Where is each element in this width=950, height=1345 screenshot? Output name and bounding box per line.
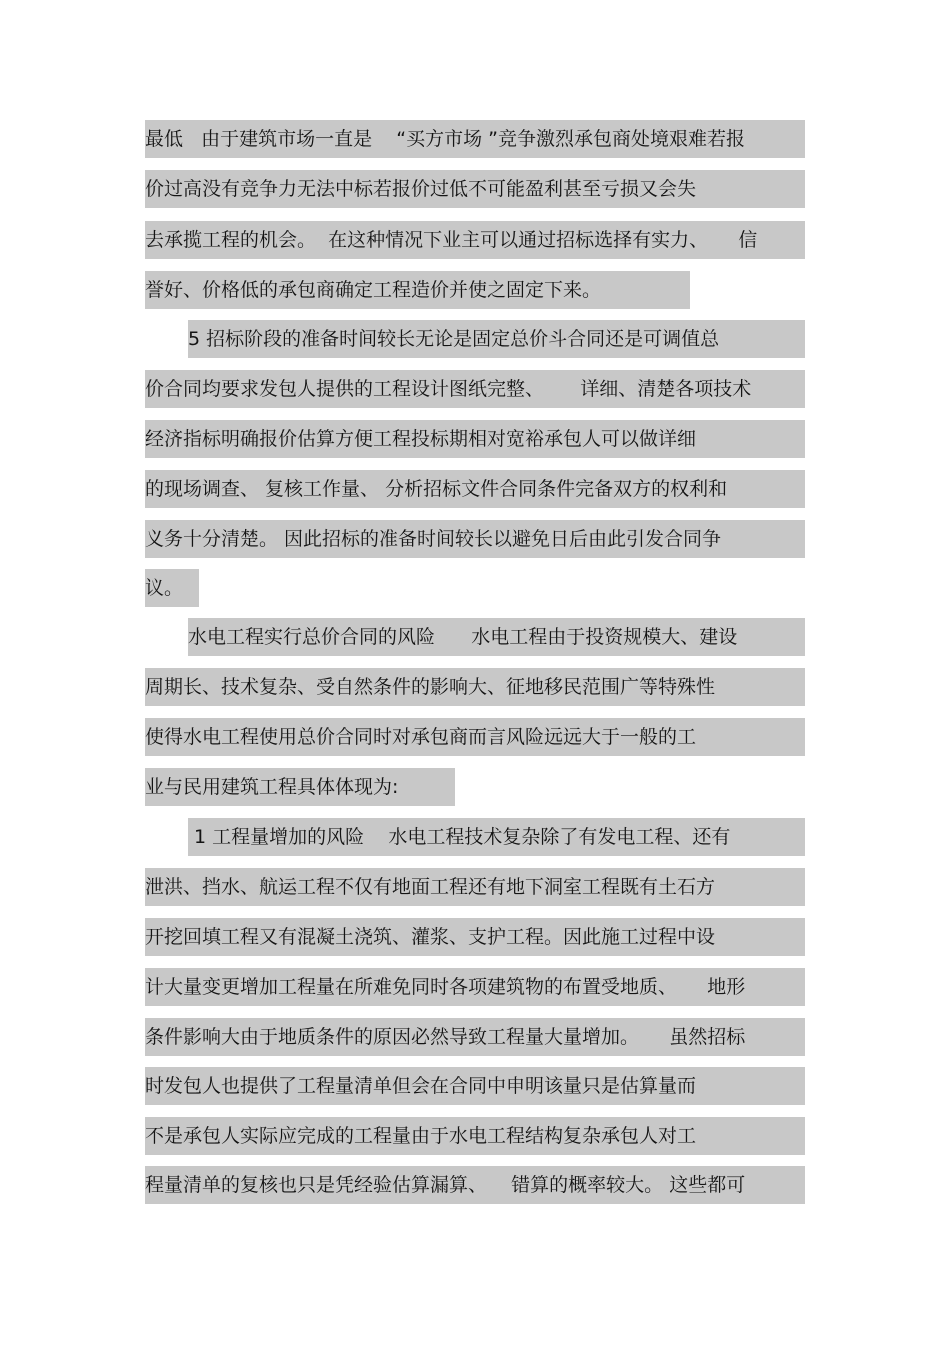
text-line: 周期长、技术复杂、受自然条件的影响大、征地移民范围广等特殊性 <box>145 668 805 706</box>
text-line: 去承揽工程的机会。 在这种情况下业主可以通过招标选择有实力、 信 <box>145 221 805 259</box>
text-line: 不是承包人实际应完成的工程量由于水电工程结构复杂承包人对工 <box>145 1117 805 1155</box>
text-line: 业与民用建筑工程具体体现为: <box>145 768 455 806</box>
text-line: 条件影响大由于地质条件的原因必然导致工程量大量增加。 虽然招标 <box>145 1018 805 1056</box>
text-line: 时发包人也提供了工程量清单但会在合同中申明该量只是估算量而 <box>145 1067 805 1105</box>
text-line: 开挖回填工程又有混凝土浇筑、灌浆、支护工程。因此施工过程中设 <box>145 918 805 956</box>
text-line: 的现场调查、 复核工作量、 分析招标文件合同条件完备双方的权利和 <box>145 470 805 508</box>
text-line: 泄洪、挡水、航运工程不仅有地面工程还有地下洞室工程既有土石方 <box>145 868 805 906</box>
text-line: 程量清单的复核也只是凭经验估算漏算、 错算的概率较大。 这些都可 <box>145 1166 805 1204</box>
text-line: 议。 <box>145 569 199 607</box>
text-line: 计大量变更增加工程量在所难免同时各项建筑物的布置受地质、 地形 <box>145 968 805 1006</box>
text-line: 义务十分清楚。 因此招标的准备时间较长以避免日后由此引发合同争 <box>145 520 805 558</box>
section-heading-line: 水电工程实行总价合同的风险 水电工程由于投资规模大、建设 <box>188 618 805 656</box>
text-line: 价合同均要求发包人提供的工程设计图纸完整、 详细、清楚各项技术 <box>145 370 805 408</box>
text-line: 誉好、价格低的承包商确定工程造价并使之固定下来。 <box>145 271 690 309</box>
paragraph-start-line: 5 招标阶段的准备时间较长无论是固定总价斗合同还是可调值总 <box>188 320 805 358</box>
text-line: 经济指标明确报价估算方便工程投标期相对宽裕承包人可以做详细 <box>145 420 805 458</box>
text-line: 使得水电工程使用总价合同时对承包商而言风险远远大于一般的工 <box>145 718 805 756</box>
subsection-heading-line: 1 工程量增加的风险 水电工程技术复杂除了有发电工程、还有 <box>188 818 805 856</box>
text-line: 价过高没有竞争力无法中标若报价过低不可能盈利甚至亏损又会失 <box>145 170 805 208</box>
text-line: 最低 由于建筑市场一直是 “买方市场 ”竞争激烈承包商处境艰难若报 <box>145 120 805 158</box>
